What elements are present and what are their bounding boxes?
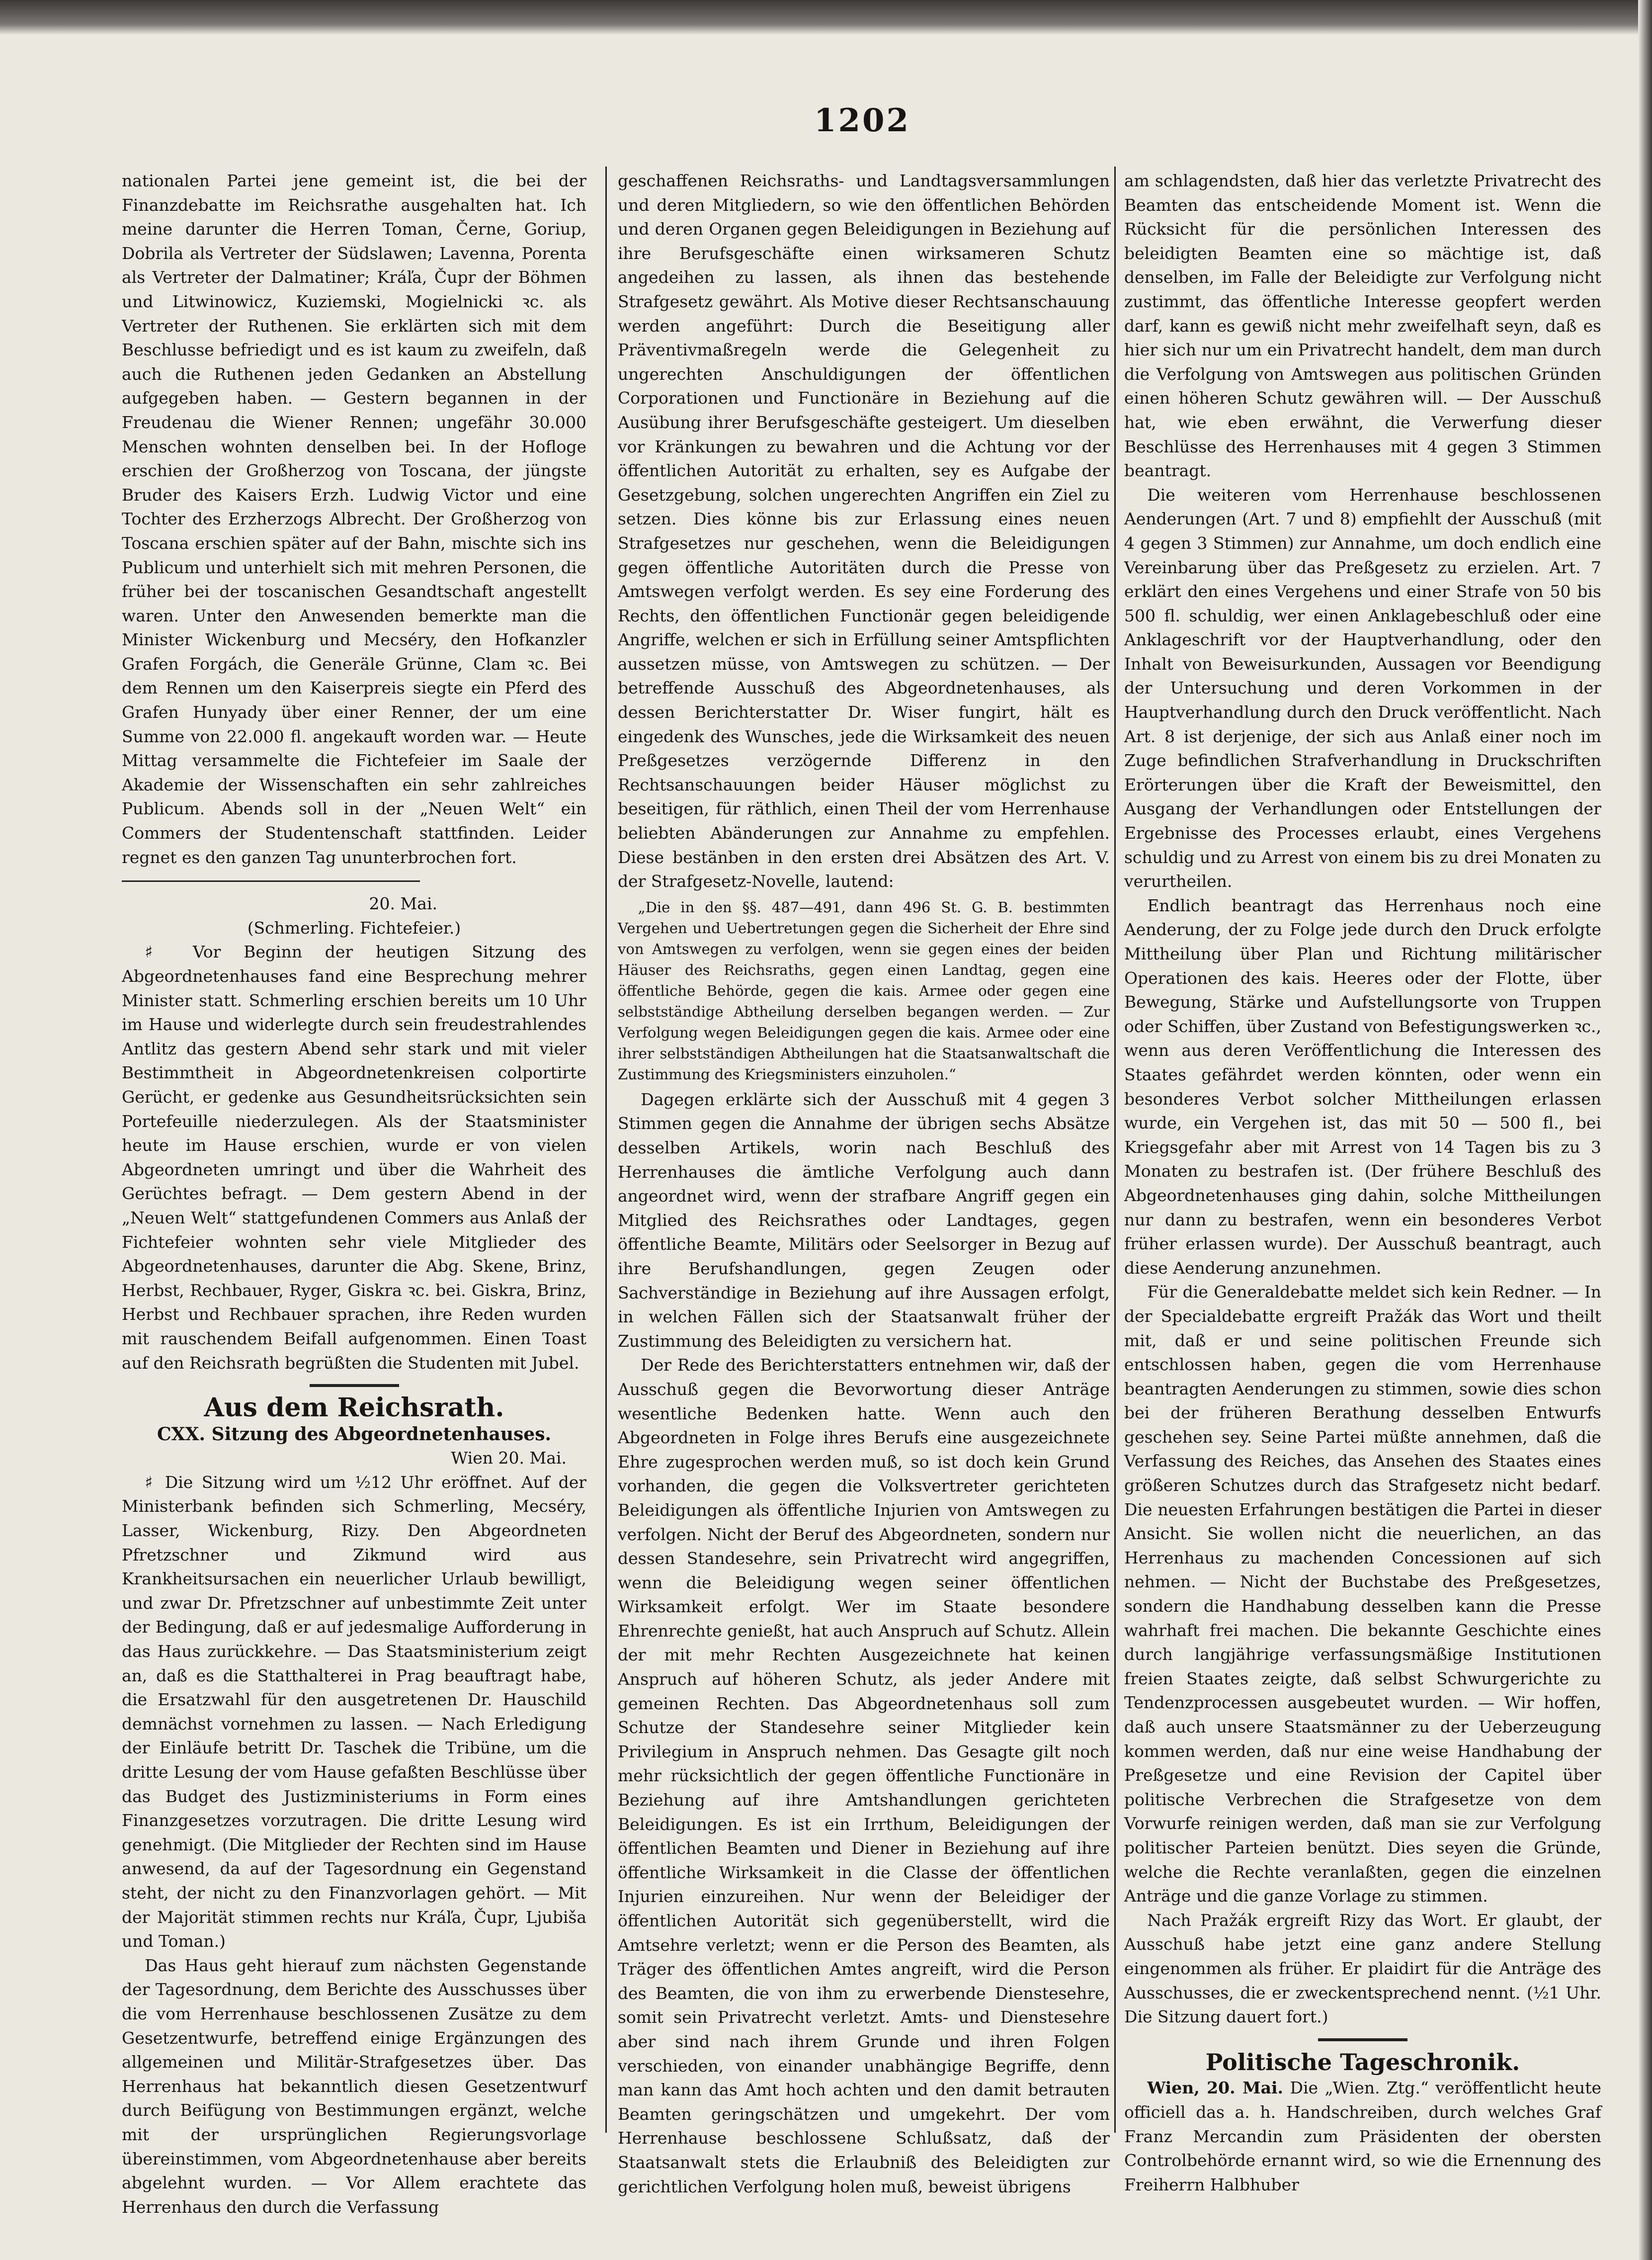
col3-paragraph-6 — [1124, 2076, 1601, 2197]
col1-paragraph-4: Das Haus geht hierauf zum nächsten Gegenstande der Tagesordnung, dem Berichte des Ausschusses über die vom Herrenhause beschlossenen Zusätze zu dem Gesetzentwurfe, betreffend einige Ergänzungen des allgemeinen und Militär-Strafgesetzes über. Das Herrenhaus hat bekanntlich diesen Gesetzentwurf durch Beifügung von Bestimmungen ergänzt, welche mit der ursprünglichen Regierungsvorlage übereinstimmen, vom Abgeordnetenhause aber bereits abgelehnt wurden. — Vor Allem erachtete das Herrenhaus den durch die Verfassung — [122, 1955, 586, 2217]
column-rule-right — [1114, 167, 1116, 2133]
section-heading-tageschronik: Politische Tageschronik. — [1205, 2048, 1520, 2076]
column-3 — [1124, 169, 1601, 2194]
col3-paragraph-2: Die weiteren vom Herrenhause beschlossenen Aenderungen (Art. 7 und 8) empfiehlt der Ausschuß (mit 4 gegen 3 Stimmen) zur Annahme, um doch endlich eine Vereinbarung über das Preßgesetz zu erzielen. Art. 7 erklärt den eines Vergehens und einer Strafe von 50 bis 500 fl. schuldig, wer einen Anklagebeschluß oder eine Anklageschrift vor der Hauptverhandlung, oder den Inhalt von Beweisurkunden, Aussagen vor Beendigung der Untersuchung und deren Vorkommen in der Hauptverhandlung durch den Druck veröffentlicht. Nach Art. 8 ist derjenige, der sich aus Anlaß einer noch im Zuge befindlichen Strafverhandlung in Druckschriften Erörterungen über die Kraft der Beweismittel, den Ausgang der Verhandlungen oder Entstellungen der Ergebnisse des Processes erlaubt, eines Vergehens schuldig und zu Arrest von einem bis zu drei Monaten zu verurtheilen. — [1124, 485, 1601, 891]
col1-subtitle-1: (Schmerling. Fichtefeier.) — [247, 918, 461, 938]
col2-paragraph-1: geschaffenen Reichsraths- und Landtagsversammlungen und deren Mitgliedern, so wie den öffentlichen Behörden und deren Organen gegen Beleidigungen in Beziehung auf ihre Berufsgeschäfte einen wirksameren Schutz angedeihen zu lassen, als ihnen das bestehende Strafgesetz gewährt. Als Motive dieser Rechtsanschauung werden angeführt: Durch die Beseitigung aller Präventivmaßregeln werde die Gelegenheit zu ungerechten Anschuldigungen der öffentlichen Corporationen und Functionäre in Beziehung auf die Ausübung ihrer Berufsgeschäfte gesteigert. Um dieselben vor Kränkungen zu bewahren und die Achtung vor der öffentlichen Autorität zu erhalten, sey es Aufgabe der Gesetzgebung, solchen ungerechten Angriffen ein Ziel zu setzen. Dies könne bis zur Erlassung eines neuen Strafgesetzes nur geschehen, wenn die Beleidigungen gegen öffentliche Autoritäten durch die Presse von Amtswegen verfolgt werden. Es sey eine Forderung des Rechts, den öffentlichen Functionär gegen beleidigende Angriffe, welchen er sich in Erfüllung seiner Amtspflichten aussetzen müsse, von Amtswegen zu schützen. — Der betreffende Ausschuß des Abgeordnetenhauses, als dessen Berichterstatter Dr. Wiser fungirt, hält es eingedenk des Wunsches, jede die Wirksamkeit des neuen Preßgesetzes verzögernde Differenz in den Rechtsanschauungen beider Häuser möglichst zu beseitigen, für räthlich, einen Theil der vom Herrenhause beliebten Abänderungen zur Annahme zu empfehlen. Diese bestänben in den ersten drei Absätzen des Art. V. der Strafgesetz-Novelle, lautend: — [618, 171, 1110, 891]
column-rule-left — [605, 167, 607, 2133]
col3-paragraph-3: Endlich beantragt das Herrenhaus noch eine Aenderung, der zu Folge jede durch den Druck erfolgte Mittheilung über Plan und Richtung militärischer Operationen des kais. Heeres oder der Flotte, über Bewegung, Stärke und Aufstellungsorte von Truppen oder Schiffen, über Zustand von Befestigungswerken ꝛc., wenn aus deren Veröffentlichung die Interessen des Staates gefährdet werden könnten, oder wenn ein besonderes Verbot solcher Mittheilungen erlassen wurde, ein Vergehen ist, das mit 50 — 500 fl., bei Kriegsgefahr aber mit Arrest von 14 Tagen bis zu 3 Monaten zu bestrafen ist. (Der frühere Beschluß des Abgeordnetenhauses ging dahin, solche Mittheilungen nur dann zu bestrafen, wenn ein besonderes Verbot früher erlassen wurde). Der Ausschuß beantragt, auch diese Aenderung anzunehmen. — [1124, 895, 1601, 1278]
col2-paragraph-2: Dagegen erklärte sich der Ausschuß mit 4 gegen 3 Stimmen gegen die Annahme der übrigen sechs Absätze desselben Artikels, worin nach Beschluß des Herrenhauses die ämtliche Verfolgung auch dann angeordnet wird, wenn der strafbare Angriff gegen ein Mitglied des Reichsrathes oder Landtages, gegen öffentliche Beamte, Militärs oder Seelsorger in Bezug auf ihre Berufshandlungen, gegen Zeugen oder Sachverständige in Beziehung auf ihre Aussagen erfolgt, in welchen Fällen sich der Staatsanwalt früher der Zustimmung des Beleidigten zu versichern hat. — [618, 1089, 1110, 1351]
section-subheading-sitzung: CXX. Sitzung des Abgeordnetenhauses. — [157, 1423, 552, 1445]
column-2 — [618, 169, 1110, 2196]
col3-paragraph-4: Für die Generaldebatte meldet sich kein Redner. — In der Specialdebatte ergreift Pražák das Wort und theilt mit, daß er und seine politischen Freunde sich entschlossen haben, gegen die vom Herrenhause beantragten Aenderungen zu stimmen, sowie dies schon bei der früheren Berathung desselben Entwurfs geschehen sey. Seine Partei müßte annehmen, daß die Verfassung des Reiches, das Ansehen des Staates eines größeren Schutzes durch das Strafgesetz nicht bedarf. Die neuesten Erfahrungen bestätigen die Partei in dieser Ansicht. Sie wollen nicht die neuerlichen, an das Herrenhaus zu machenden Concessionen auf sich nehmen. — Nicht der Buchstabe des Preßgesetzes, sondern die Handhabung desselben kann die Presse wahrhaft frei machen. Die bekannte Geschichte eines durch langjährige verfassungsmäßige Institutionen freien Staates zeigte, daß selbst Schwurgerichte zu Tendenzprocessen ausgebeutet wurden. — Wir hoffen, daß auch unsere Staatsmänner zu der Ueberzeugung kommen werden, daß nur eine weise Handhabung der Preßgesetze und eine Revision der Capitel über politische Verbrechen die Strafgesetze von dem Vorwurfe reinigen werden, daß man sie zur Verfolgung politischer Parteien benützt. Dies seyen die Gründe, welche die Rechte veranlaßten, gegen die einzelnen Anträge und die ganze Vorlage zu stimmen. — [1124, 1282, 1601, 1906]
col3-paragraph-5: Nach Pražák ergreift Rizy das Wort. Er glaubt, der Ausschuß habe jetzt eine ganz andere Stellung eingenommen als früher. Er plaidirt für die Anträge des Ausschusses, die er zweckentsprechend nennt. (½1 Uhr. Die Sitzung dauert fort.) — [1124, 1910, 1601, 2027]
col3-paragraph-1: am schlagendsten, daß hier das verletzte Privatrecht des Beamten das entscheidende Moment ist. Wenn die Rücksicht für die persönlichen Interessen des beleidigten Beamten eine so mächtige ist, daß denselben, im Falle der Beleidigte zur Verfolgung nicht zustimmt, das öffentliche Interesse geopfert werden darf, kann es gewiß nicht mehr zweifelhaft seyn, daß es hier sich nur um ein Privatrecht handelt, dem man durch die Verfolgung von Amtswegen aus politischen Gründen einen höheren Schutz gewähren will. — Der Ausschuß hat, wie eben erwähnt, die Verwerfung dieser Beschlüsse des Herrenhauses mit 4 gegen 3 Stimmen beantragt. — [1124, 171, 1601, 481]
col1-separator — [310, 1384, 399, 1387]
col3-dateline: Wien, 20. Mai. — [1147, 2078, 1284, 2098]
column-1 — [122, 169, 586, 2217]
col3-paragraph-6-text: Die „Wien. Ztg.“ veröffentlicht heute officiell das a. h. Handschreiben, durch welches Graf Franz Mercandin zum Präsidenten der obersten Controlbehörde ernannt wird, so wie die Ernennung des Freiherrn Halbhuber — [1124, 2078, 1601, 2194]
col1-date-2: Wien 20. Mai. — [451, 1448, 567, 1468]
col1-paragraph-2: ♯ Vor Beginn der heutigen Sitzung des Abgeordnetenhauses fand eine Besprechung mehrer Minister statt. Schmerling erschien bereits um 10 Uhr im Hause und widerlegte durch sein freudestrahlendes Antlitz das gestern Abend sehr stark und mit vieler Bestimmtheit in Abgeordnetenkreisen colportirte Gerücht, er gedenke aus Gesundheitsrücksichten sein Portefeuille niederzulegen. Als der Staatsminister heute im Hause erschien, wurde er von vielen Abgeordneten umringt und über die Wahrheit des Gerüchtes befragt. — Dem gestern Abend in der „Neuen Welt“ stattgefundenen Commers aus Anlaß der Fichtefeier wohnten sehr viele Mitglieder des Abgeordnetenhauses, darunter die Abg. Skene, Brinz, Herbst, Rechbauer, Ryger, Giskra ꝛc. bei. Giskra, Brinz, Herbst und Rechbauer sprachen, ihre Reden wurden mit rauschendem Beifall aufgenommen. Einen Toast auf den Reichsrath begrüßten die Studenten mit Jubel. — [122, 942, 586, 1373]
section-heading-reichsrath: Aus dem Reichsrath. — [204, 1392, 504, 1423]
col1-date-1: 20. Mai. — [369, 894, 437, 914]
col1-paragraph-1: nationalen Partei jene gemeint ist, die bei der Finanzdebatte im Reichsrathe ausgehalten hat. Ich meine darunter die Herren Toman, Černe, Goriup, Dobrila als Vertreter der Südslawen; Lavenna, Porenta als Vertreter der Dalmatiner; Kráľa, Čupr der Böhmen und Litwinowicz, Kuziemski, Mogielnicki ꝛc. als Vertreter der Ruthenen. Sie erklärten sich mit dem Beschlusse befriedigt und es ist kaum zu zweifeln, daß auch die Ruthenen jeden Gedanken an Abstellung aufgegeben haben. — Gestern begannen in der Freudenau die Wiener Rennen; ungefähr 30.000 Menschen wohnten denselben bei. In der Hofloge erschien der Großherzog von Toscana, der jüngste Bruder des Kaisers Erzh. Ludwig Victor und eine Tochter des Erzherzogs Albrecht. Der Großherzog von Toscana erschien später auf der Bahn, mischte sich ins Publicum und unterhielt sich mit mehren Personen, die früher bei der toscanischen Gesandtschaft angestellt waren. Unter den Anwesenden bemerkte man die Minister Wickenburg und Mecséry, den Hofkanzler Grafen Forgách, die Generäle Grünne, Clam ꝛc. Bei dem Rennen um den Kaiserpreis siegte ein Pferd des Grafen Hunyady über einer Renner, der um eine Summe von 22.000 fl. angekauft worden war. — Heute Mittag versammelte die Fichtefeier im Saale der Akademie der Wissenschaften ein sehr zahlreiches Publicum. Abends soll in der „Neuen Welt“ ein Commers der Studentenschaft stattfinden. Leider regnet es den ganzen Tag ununterbrochen fort. — [122, 171, 586, 867]
scan-edge-right — [1638, 0, 1652, 2260]
col1-paragraph-3: ♯ Die Sitzung wird um ½12 Uhr eröffnet. Auf der Ministerbank befinden sich Schmerling, Mecséry, Lasser, Wickenburg, Rizy. Den Abgeordneten Pfretzschner und Zikmund wird aus Krankheitsursachen ein neuerlicher Urlaub bewilligt, und zwar Dr. Pfretzschner auf unbestimmte Zeit unter der Bedingung, daß er auf jedesmalige Aufforderung in das Haus zurückkehre. — Das Staatsministerium zeigt an, daß es die Statthalterei in Prag beauftragt habe, die Ersatzwahl für den ausgetretenen Dr. Hauschild demnächst vornehmen zu lassen. — Nach Erledigung der Einläufe betritt Dr. Taschek die Tribüne, um die dritte Lesung der vom Hause gefaßten Beschlüsse über das Budget des Justizministeriums in Form eines Finanzgesetzes vorzutragen. Die dritte Lesung wird genehmigt. (Die Mitglieder der Rechten sind im Hause anwesend, da auf der Tagesordnung ein Gegenstand steht, der nicht zu den Finanzvorlagen gehört. — Mit der Majorität stimmen rechts nur Kráľa, Čupr, Ljubiša und Toman.) — [122, 1472, 586, 1951]
page-number: 1202 — [814, 102, 911, 139]
scan-edge-top — [0, 0, 1652, 35]
col2-quote: „Die in den §§. 487—491, dann 496 St. G. B. bestimmten Vergehen und Uebertretungen gegen die Sicherheit der Ehre sind von Amtswegen zu verfolgen, wenn sie gegen eines der beiden Häuser des Reichsraths, gegen einen Landtag, gegen eine öffentliche Behörde, gegen die kais. Armee oder gegen eine selbstständige Abtheilung derselben begangen werden. — Zur Verfolgung wegen Beleidigungen gegen die kais. Armee oder eine ihrer selbstständigen Abtheilungen hat die Staatsanwaltschaft die Zustimmung des Kriegsministers einzuholen.“ — [618, 898, 1110, 1083]
col3-separator — [1318, 2038, 1407, 2041]
col2-paragraph-3: Der Rede des Berichterstatters entnehmen wir, daß der Ausschuß gegen die Bevorwortung dieser Anträge wesentliche Bedenken hatte. Wenn auch den Abgeordneten in Folge ihres Berufs eine ausgezeichnete Ehre zugesprochen werden muß, so ist doch kein Grund vorhanden, die gegen die Volksvertreter gerichteten Beleidigungen als öffentliche Injurien von Amtswegen zu verfolgen. Nicht der Beruf des Abgeordneten, sondern nur dessen Standesehre, sein Privatrecht wird angegriffen, wenn die Beleidigung wegen seiner öffentlichen Wirksamkeit erfolgt. Wer im Staate besondere Ehrenrechte genießt, hat auch Anspruch auf Schutz. Allein der mit mehr Rechten Ausgezeichnete hat keinen Anspruch auf höheren Schutz, als jeder Andere mit gemeinen Rechten. Das Abgeordnetenhaus soll zum Schutze der Standesehre seiner Mitglieder kein Privilegium in Anspruch nehmen. Das Gesagte gilt noch mehr rücksichtlich der gegen öffentliche Functionäre in Beziehung auf ihre Amtshandlungen gerichteten Beleidigungen. Es ist ein Irrthum, Beleidigungen der öffentlichen Beamten und Diener in Beziehung auf ihre öffentliche Wirksamkeit in die Classe der öffentlichen Injurien einzureihen. Nur wenn der Beleidiger der öffentlichen Autorität sich gegenüberstellt, wird die Amtsehre verletzt; wenn er die Person des Beamten, als Träger des öffentlichen Amtes angreift, wird die Person des Beamten, die von ihm zu erwerbende Dienstesehre, somit sein Privatrecht verletzt. Amts- und Dienstesehre aber sind nach ihrem Grunde und ihren Folgen verschieden, von einander unabhängige Begriffe, denn man kann das Amt hoch achten und den damit betrauten Beamten geringschätzen und umgekehrt. Der vom Herrenhause beschlossene Schlußsatz, daß der Staatsanwalt stets die Erlaubniß des Beleidigten zur gerichtlichen Verfolgung holen muß, beweist übrigens — [618, 1355, 1110, 2196]
col1-separator-short — [122, 880, 420, 882]
